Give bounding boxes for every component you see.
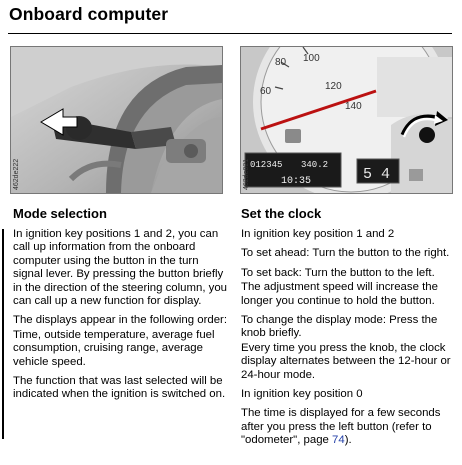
speed-mark-60: 60 [260,86,272,97]
gear-readout: 5 4 [363,166,391,183]
mode-selection-paragraph-2: The displays appear in the following order: [13,314,228,327]
speed-mark-80: 80 [275,57,287,68]
right-photo-id: 462de021 [243,158,250,190]
mode-selection-paragraph-4: The function that was last selected will be indicated when the ignition is switched on. [13,375,226,401]
set-clock-paragraph-6: Every time you press the knob, the clock display alternates between the 12-hour or 24-hour mode. [241,341,451,381]
revision-bar [2,229,4,439]
set-clock-paragraph-2: To set ahead: Turn the button to the right. [241,247,450,260]
odometer-readout: 012345 [250,160,283,170]
page-title: Onboard computer [9,4,169,24]
mode-selection-heading: Mode selection [13,206,107,221]
turn-signal-lever-photo [10,46,223,194]
set-clock-paragraph-3: To set back: Turn the button to the left. [241,266,435,279]
set-clock-column [241,206,457,454]
mode-selection-column [13,206,229,408]
odometer-page-link[interactable]: 74 [332,434,345,447]
set-clock-paragraph-7: In ignition key position 0 [241,388,363,401]
set-clock-paragraph-8-end: ). [344,434,352,447]
mode-selection-paragraph-3: Time, outside temperature, average fuel consumption, cruising range, average vehicle speed. [13,328,215,368]
turn-signal-lever-illustration [11,47,222,193]
instrument-cluster-photo [240,46,453,194]
set-clock-heading: Set the clock [241,206,322,221]
set-clock-paragraph-5: To change the display mode: Press the knob briefly. [241,314,438,340]
clock-readout: 10:35 [281,176,312,187]
mode-selection-paragraph-1: In ignition key positions 1 and 2, you can call up information from the onboard computer using the button in the turn signal lever. By pressing the button briefly in the direction of the steering column, you can call up a new function for display. [13,228,228,308]
speed-mark-100: 100 [303,53,320,64]
set-clock-paragraph-8-text: The time is displayed for a few seconds after you press the left button (refer to "odometer", page [241,407,441,447]
speed-mark-140: 140 [345,101,362,112]
title-rule [8,33,452,34]
trip-readout: 340.2 [301,160,329,170]
speed-mark-120: 120 [325,81,342,92]
left-photo-id: 462de222 [13,158,20,190]
set-clock-paragraph-8 [241,407,457,447]
set-clock-paragraph-4: The adjustment speed will increase the longer you continue to hold the button. [241,281,438,307]
set-clock-paragraph-1: In ignition key position 1 and 2 [241,228,395,240]
instrument-cluster-illustration [241,47,452,193]
